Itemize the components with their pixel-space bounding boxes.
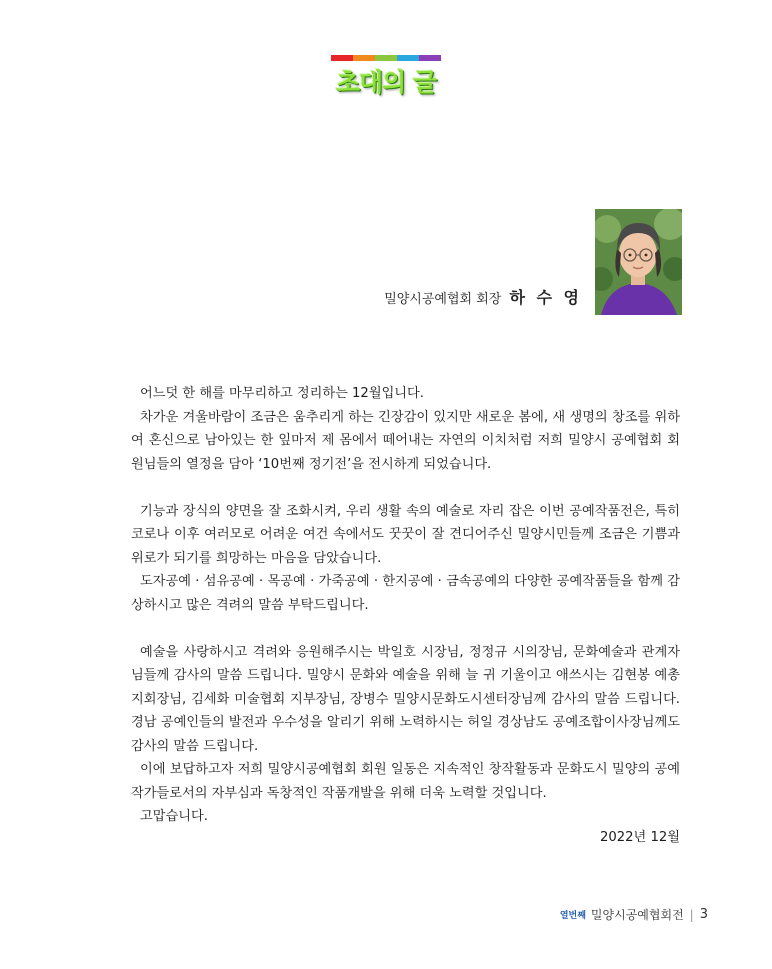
page-number: 3 <box>699 907 708 922</box>
paragraph-1: 어느덧 한 해를 마무리하고 정리하는 12월입니다. <box>140 386 424 401</box>
color-bar-blue <box>397 55 419 61</box>
paragraph-7: 고맙습니다. <box>140 809 208 824</box>
color-bar-purple <box>419 55 441 61</box>
author-role: 밀양시공예협회 회장 <box>384 292 502 307</box>
letter-body <box>131 382 680 829</box>
author-signature <box>384 285 582 308</box>
author-portrait <box>595 209 682 315</box>
paragraph-6: 이에 보답하고자 저희 밀양시공예협회 회원 일동은 지속적인 창작활동과 문화도시 밀양의 공예작가들로서의 자부심과 독창적인 작품개발을 위해 더욱 노력할 것입니다. <box>131 762 680 801</box>
paragraph-5: 예술을 사랑하시고 격려와 응원해주시는 박일호 시장님, 정정규 시의장님, 문화예술과 관계자님들께 감사의 말씀 드립니다. 밀양시 문화와 예술을 위해 늘 귀 기울이고 애쓰시는 김현봉 예총지회장님, 김세화 미술협회 지부장님, 장병수 밀양시문화도시센터장님께 감사의 말씀 드립니다. 경남 공예인들의 발전과 우수성을 알리기 위해 노력하시는 허일 경상남도 공예조합이사장님께도 감사의 말씀 드립니다. <box>131 644 680 754</box>
header-color-bar <box>331 55 441 61</box>
page-footer <box>560 906 708 923</box>
footer-exhibition-title: 밀양시공예협회전 <box>590 908 684 922</box>
color-bar-green <box>375 55 397 61</box>
paragraph-4: 도자공예 · 섬유공예 · 목공예 · 가죽공예 · 한지공예 · 금속공예의 다양한 공예작품들을 함께 감상하시고 많은 격려의 말씀 부탁드립니다. <box>131 574 680 613</box>
page-title: 초대의 글 <box>335 68 437 97</box>
footer-separator: | <box>689 907 694 922</box>
color-bar-orange <box>353 55 375 61</box>
closing-date: 2022년 12월 <box>599 830 680 845</box>
color-bar-red <box>331 55 353 61</box>
paragraph-gap <box>131 617 680 641</box>
footer-edition: 열번째 <box>559 911 586 921</box>
author-name: 하 수 영 <box>509 288 582 307</box>
paragraph-2: 차가운 겨울바람이 조금은 움추리게 하는 긴장감이 있지만 새로운 봄에, 새 생명의 창조를 위하여 혼신으로 남아있는 한 잎마저 제 몸에서 떼어내는 자연의 이치처럼 저희 밀양시 공예협회 회원님들의 열정을 담아 ‘10번째 정기전’을 전시하게 되었습니다. <box>131 409 680 472</box>
paragraph-3: 기능과 장식의 양면을 잘 조화시켜, 우리 생활 속의 예술로 자리 잡은 이번 공예작품전은, 특히 코로나 이후 여러모로 어려운 여건 속에서도 꿋꿋이 잘 견디어주신 밀양시민들께 조금은 기쁨과 위로가 되기를 희망하는 마음을 담았습니다. <box>131 503 680 566</box>
paragraph-gap <box>131 476 680 500</box>
